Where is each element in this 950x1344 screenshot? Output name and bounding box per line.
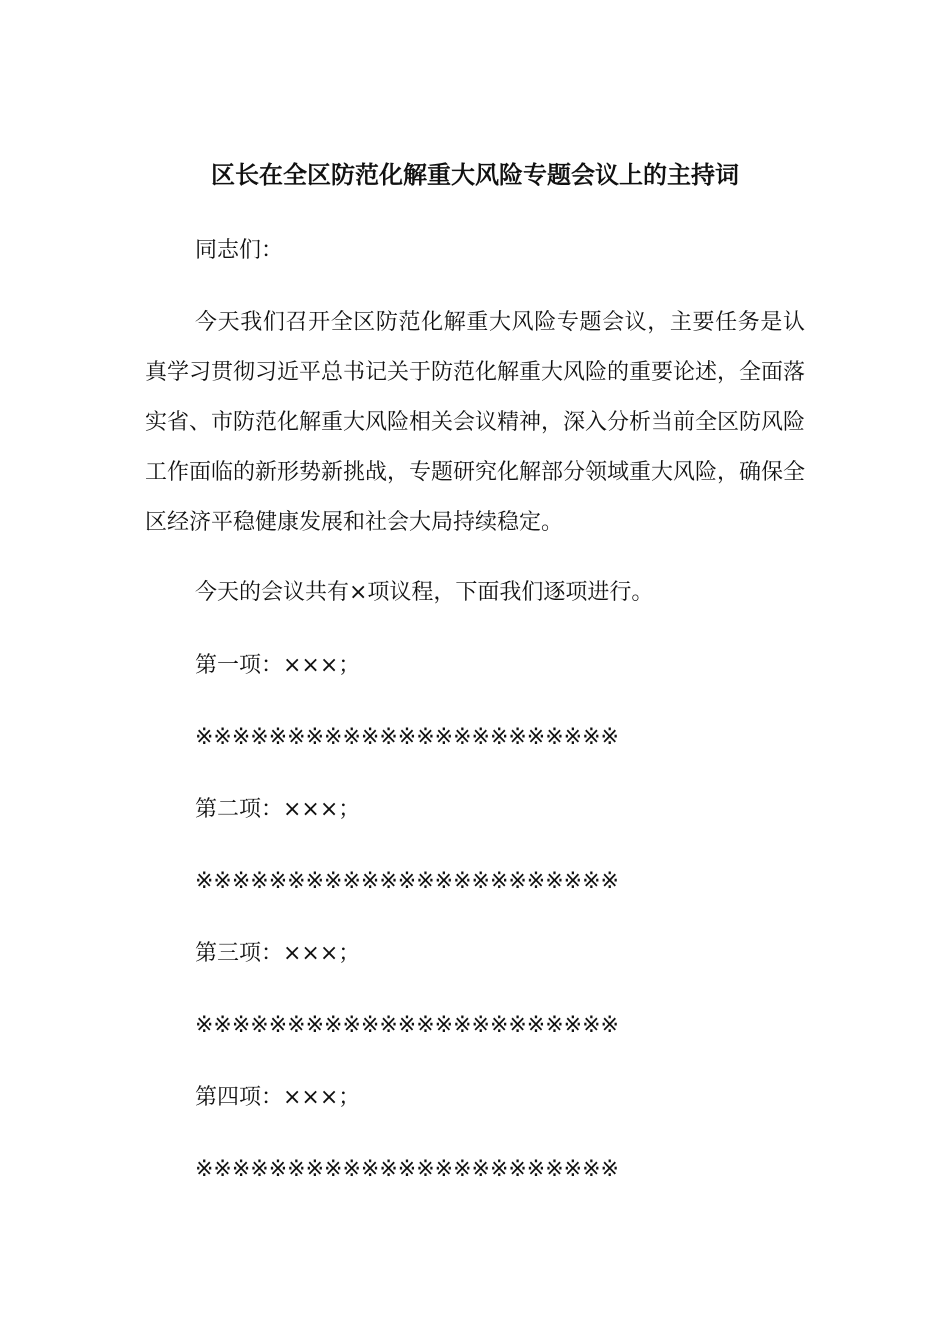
agenda-item-4-label: 第四项：×××； <box>195 1085 361 1110</box>
agenda-item-3-label: 第三项：×××； <box>195 941 361 966</box>
agenda-item-2-placeholder: ※※※※※※※※※※※※※※※※※※※※※※※ <box>195 869 619 894</box>
agenda-item-2-label: 第二项：×××； <box>195 797 361 822</box>
agenda-item-4-placeholder: ※※※※※※※※※※※※※※※※※※※※※※※ <box>195 1157 619 1182</box>
intro-paragraph: 今天我们召开全区防范化解重大风险专题会议，主要任务是认真学习贯彻习近平总书记关于防范化解重大风险的重要论述，全面落实省、市防范化解重大风险相关会议精神，深入分析当前全区防风险工作面临的新形势新挑战，专题研究化解部分领域重大风险，确保全区经济平稳健康发展和社会大局持续稳定。 <box>145 310 806 535</box>
salutation: 同志们： <box>195 238 284 263</box>
agenda-item-1-label: 第一项：×××； <box>195 653 361 678</box>
agenda-item-1-placeholder: ※※※※※※※※※※※※※※※※※※※※※※※ <box>195 725 619 750</box>
agenda-intro: 今天的会议共有×项议程，下面我们逐项进行。 <box>195 580 654 605</box>
document-title: 区长在全区防范化解重大风险专题会议上的主持词 <box>211 161 739 189</box>
agenda-item-3-placeholder: ※※※※※※※※※※※※※※※※※※※※※※※ <box>195 1013 619 1038</box>
